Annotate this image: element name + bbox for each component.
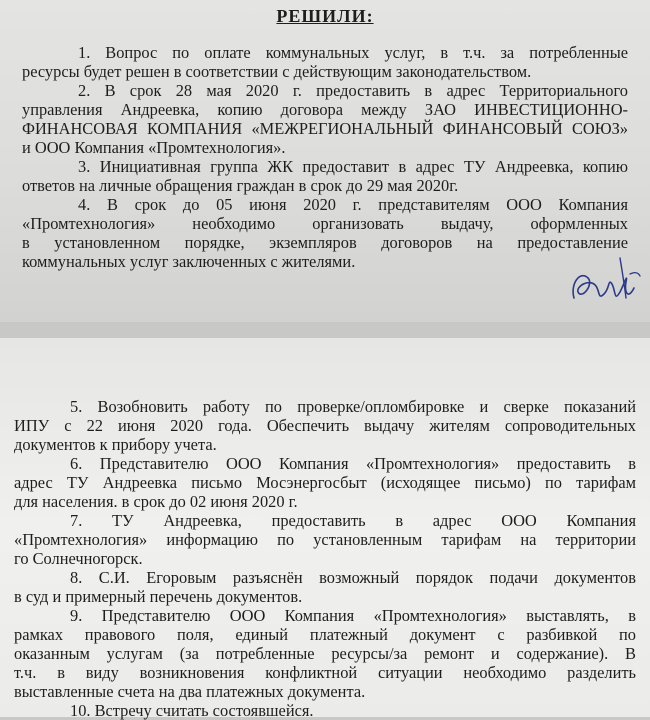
decision-item <box>14 397 636 454</box>
decision-line: ресурсы будет решен в соответствии с действующим законодательством. <box>22 62 532 81</box>
decision-line: 6. Представителю ООО Компания «Промтехнология» предоставить в <box>70 454 636 473</box>
document-sheet-top <box>0 0 650 322</box>
decision-line: в установленном порядке, экземпляров договоров на предоставление <box>22 233 628 252</box>
decision-line: ИПУ с 22 июня 2020 года. Обеспечить выдачу жителям сопроводительных <box>14 416 636 435</box>
decision-item <box>22 81 628 157</box>
handwritten-signature <box>568 248 642 310</box>
decision-line: «Промтехнология» необходимо организовать выдачу, оформленных <box>22 214 628 233</box>
decision-line: адрес ТУ Андреевка письмо Мосэнергосбыт (исходящее письмо) по тарифам <box>14 473 636 492</box>
decision-line: оказанным услугам (за потребленные ресурсы/за ремонт и содержание). В <box>14 644 636 663</box>
decision-list-top <box>22 43 628 271</box>
decision-heading: РЕШИЛИ: <box>276 6 374 26</box>
decision-line: 1. Вопрос по оплате коммунальных услуг, в т.ч. за потребленные <box>78 43 628 62</box>
decision-line: для населения. в срок до 02 июня 2020 г. <box>14 492 298 511</box>
decision-item <box>22 43 628 81</box>
decision-line: 2. В срок 28 мая 2020 г. предоставить в адрес Территориального <box>78 81 628 100</box>
decision-item <box>22 195 628 271</box>
decision-line: рамках правового поля, единый платежный документ с разбивкой по <box>14 625 636 644</box>
decision-item <box>22 157 628 195</box>
decision-line: документов к прибору учета. <box>14 435 217 454</box>
decision-line: и ООО Компания «Промтехнология». <box>22 138 286 157</box>
decision-line: 3. Инициативная группа ЖК предоставит в адрес ТУ Андреевка, копию <box>78 157 628 176</box>
decision-line: коммунальных услуг заключенных с жителями. <box>22 252 356 271</box>
decision-item <box>14 568 636 606</box>
decision-line: «Промтехнология» информацию по установленным тарифам на территории <box>14 530 636 549</box>
decision-line: 4. В срок до 05 июня 2020 г. представителям ООО Компания <box>78 195 628 214</box>
decision-line: в суд и примерный перечень документов. <box>14 587 303 606</box>
decision-list-bottom <box>14 397 636 720</box>
decision-line: 7. ТУ Андреевка, предоставить в адрес ООО Компания <box>70 511 636 530</box>
decision-line: выставленные счета на два платежных документа. <box>14 682 366 701</box>
decision-item <box>14 454 636 511</box>
decision-item <box>14 606 636 701</box>
decision-line: ответов на личные обращения граждан в срок до 29 мая 2020г. <box>22 176 459 195</box>
decision-line: 9. Представителю ООО Компания «Промтехнология» выставлять, в <box>70 606 636 625</box>
decision-line: т.ч. в виду возникновения конфликтной ситуации необходимо разделить <box>14 663 636 682</box>
decision-item <box>14 511 636 568</box>
decision-line: го Солнечногорск. <box>14 549 143 568</box>
decision-item <box>14 701 636 720</box>
decision-line: управления Андреевка, копию договора между ЗАО ИНВЕСТИЦИОННО- <box>22 100 628 119</box>
decision-line: 8. С.И. Егоровым разъяснён возможный порядок подачи документов <box>70 568 636 587</box>
decision-line: 10. Встречу считать состоявшейся. <box>70 701 314 720</box>
decision-line: ФИНАНСОВАЯ КОМПАНИЯ «МЕЖРЕГИОНАЛЬНЫЙ ФИНАНСОВЫЙ СОЮЗ» <box>22 119 628 138</box>
decision-line: 5. Возобновить работу по проверке/опломбировке и сверке показаний <box>70 397 636 416</box>
document-sheet-bottom <box>0 338 650 720</box>
